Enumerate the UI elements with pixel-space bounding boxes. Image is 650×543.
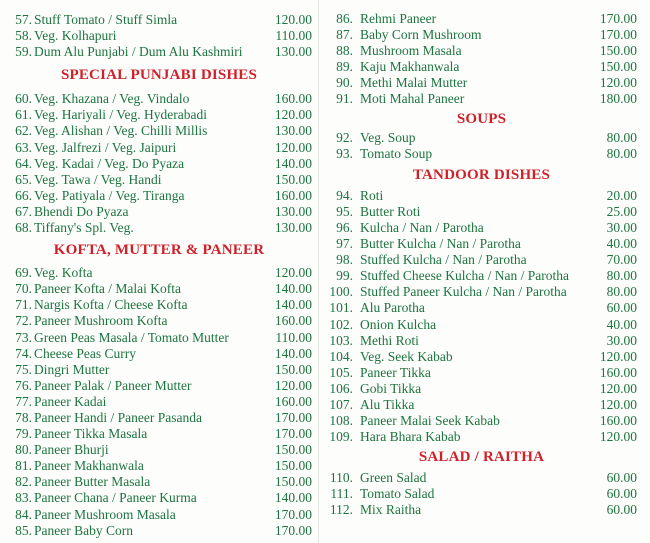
item-name: Stuffed Cheese Kulcha / Nan / Parotha [360,268,569,284]
item-price: 170.00 [274,522,312,538]
menu-item [6,378,312,394]
item-name: Tiffany's Spl. Veg. [34,220,134,236]
item-number: 94. [336,187,353,203]
item-name: Onion Kulcha [360,316,437,332]
item-price: 120.00 [599,380,637,396]
menu-item [326,413,637,429]
item-number: 102. [329,316,353,332]
menu-item [6,265,312,281]
item-price: 80.00 [606,268,637,284]
item-price: 70.00 [606,252,637,268]
item-name: Stuffed Kulcha / Nan / Parotha [360,252,527,268]
item-number: 93. [336,145,353,161]
menu-item [326,75,637,91]
item-number: 89. [336,59,353,75]
item-name: Paneer Baby Corn [34,522,133,538]
menu-item [326,486,637,502]
item-number: 81. [15,458,32,474]
menu-item [326,27,637,43]
item-number: 63. [15,139,32,155]
item-number: 97. [336,236,353,252]
item-price: 160.00 [274,313,312,329]
menu-item [6,156,312,172]
menu-item [326,429,637,445]
item-name: Dum Alu Punjabi / Dum Alu Kashmiri [34,44,243,60]
item-name: Tomato Soup [360,145,433,161]
item-number: 103. [329,332,353,348]
item-name: Mix Raitha [360,502,422,518]
item-price: 160.00 [599,413,637,429]
item-price: 120.00 [274,139,312,155]
menu-item [6,410,312,426]
item-price: 60.00 [606,502,637,518]
item-price: 20.00 [606,187,637,203]
item-number: 90. [336,75,353,91]
item-name: Alu Tikka [360,396,415,412]
item-number: 82. [15,474,32,490]
item-number: 62. [15,123,32,139]
item-number: 110. [329,470,353,486]
menu-item [326,188,637,204]
item-number: 85. [15,522,32,538]
item-number: 66. [15,187,32,203]
menu-item [326,317,637,333]
menu-item [326,349,637,365]
item-name: Veg. Kofta [34,265,93,281]
item-name: Paneer Handi / Paneer Pasanda [34,409,202,425]
item-name: Paneer Chana / Paneer Kurma [34,490,197,506]
section-heading: SALAD / RAITHA [418,449,545,466]
item-name: Hara Bhara Kabab [360,429,461,445]
item-number: 96. [336,219,353,235]
item-price: 170.00 [274,426,312,442]
item-number: 67. [15,203,32,219]
item-number: 87. [336,27,353,43]
item-number: 61. [15,107,32,123]
item-number: 79. [15,426,32,442]
item-number: 77. [15,393,32,409]
menu-item [326,130,637,146]
item-number: 71. [15,297,32,313]
item-name: Kaju Makhanwala [360,59,460,75]
item-name: Paneer Palak / Paneer Mutter [34,377,192,393]
item-price: 30.00 [606,332,637,348]
menu-item [6,28,312,44]
item-price: 150.00 [599,59,637,75]
item-price: 40.00 [606,316,637,332]
item-number: 76. [15,377,32,393]
item-name: Green Salad [360,470,427,486]
menu-item [326,252,637,268]
item-price: 140.00 [274,345,312,361]
item-price: 120.00 [274,12,312,27]
item-name: Veg. Seek Kabab [360,348,453,364]
menu-item [326,236,637,252]
item-name: Paneer Mushroom Masala [34,506,176,522]
item-price: 130.00 [274,220,312,236]
item-name: Cheese Peas Curry [34,345,136,361]
item-name: Stuffed Paneer Kulcha / Nan / Parotha [360,284,567,300]
item-price: 120.00 [274,265,312,281]
menu-item [6,140,312,156]
item-number: 101. [329,300,353,316]
item-name: Paneer Tikka Masala [34,426,148,442]
item-name: Butter Roti [360,203,421,219]
item-name: Paneer Makhanwala [34,458,144,474]
item-name: Green Peas Masala / Tomato Mutter [34,329,229,345]
item-price: 30.00 [606,219,637,235]
item-price: 120.00 [274,377,312,393]
item-name: Veg. Kadai / Veg. Do Pyaza [34,155,185,171]
item-price: 140.00 [274,281,312,297]
item-price: 25.00 [606,203,637,219]
item-price: 140.00 [274,490,312,506]
menu-item [6,281,312,297]
item-price: 150.00 [274,171,312,187]
menu-item [6,362,312,378]
menu-item [6,204,312,220]
column-divider [318,0,319,543]
item-price: 120.00 [599,429,637,445]
menu-item [6,523,312,539]
menu-item [326,365,637,381]
item-name: Rehmi Paneer [360,11,437,26]
item-name: Methi Malai Mutter [360,75,468,91]
item-name: Veg. Kolhapuri [34,28,117,44]
item-number: 80. [15,442,32,458]
item-number: 108. [329,413,353,429]
item-price: 160.00 [274,91,312,107]
menu-item [326,91,637,107]
item-price: 170.00 [599,11,637,26]
item-name: Paneer Kadai [34,393,107,409]
menu-column-right [326,0,637,519]
item-number: 95. [336,203,353,219]
item-price: 120.00 [274,107,312,123]
item-number: 91. [336,91,353,107]
menu-item [6,220,312,236]
item-price: 140.00 [274,297,312,313]
item-price: 120.00 [599,348,637,364]
menu-item [326,333,637,349]
item-price: 80.00 [606,145,637,161]
menu-item [326,502,637,518]
item-price: 80.00 [606,129,637,145]
item-price: 180.00 [599,91,637,107]
item-name: Paneer Bhurji [34,442,109,458]
item-name: Veg. Tawa / Veg. Handi [34,171,162,187]
item-name: Paneer Mushroom Kofta [34,313,168,329]
item-number: 60. [15,91,32,107]
menu-item [6,91,312,107]
item-name: Kulcha / Nan / Parotha [360,219,484,235]
item-name: Paneer Kofta / Malai Kofta [34,281,181,297]
item-price: 170.00 [274,409,312,425]
section-heading: SOUPS [456,110,507,127]
menu-item [6,172,312,188]
item-price: 160.00 [274,393,312,409]
item-number: 69. [15,265,32,281]
item-number: 99. [336,268,353,284]
menu-item [6,426,312,442]
item-number: 112. [329,502,353,518]
menu-item [326,11,637,27]
menu-item [6,313,312,329]
item-name: Mushroom Masala [360,43,462,59]
item-price: 110.00 [275,28,312,44]
item-price: 40.00 [606,236,637,252]
item-name: Methi Roti [360,332,419,348]
item-name: Veg. Jalfrezi / Veg. Jaipuri [34,139,177,155]
item-price: 170.00 [599,27,637,43]
item-number: 78. [15,409,32,425]
item-price: 80.00 [606,284,637,300]
menu-item [6,107,312,123]
item-number: 72. [15,313,32,329]
item-number: 73. [15,329,32,345]
item-price: 160.00 [274,187,312,203]
item-price: 120.00 [599,75,637,91]
item-name: Alu Parotha [360,300,425,316]
item-number: 92. [336,129,353,145]
menu-item [6,474,312,490]
item-price: 120.00 [599,396,637,412]
menu-item [6,346,312,362]
item-number: 70. [15,281,32,297]
menu-item [6,188,312,204]
item-price: 170.00 [274,506,312,522]
item-number: 86. [336,11,353,26]
item-price: 150.00 [274,458,312,474]
menu-item [326,381,637,397]
menu-item [326,284,637,300]
item-number: 59. [15,44,32,60]
menu-item [6,507,312,523]
item-number: 84. [15,506,32,522]
item-number: 65. [15,171,32,187]
item-name: Veg. Hariyali / Veg. Hyderabadi [34,107,207,123]
menu-item [6,458,312,474]
menu-item [326,146,637,162]
item-price: 60.00 [606,470,637,486]
menu-item [6,297,312,313]
item-name: Paneer Butter Masala [34,474,151,490]
section-heading: SPECIAL PUNJABI DISHES [60,67,258,84]
section-heading: KOFTA, MUTTER & PANEER [53,242,265,259]
item-price: 60.00 [606,300,637,316]
menu-item [326,397,637,413]
item-number: 83. [15,490,32,506]
item-price: 140.00 [274,155,312,171]
menu-item [6,490,312,506]
menu-item [326,43,637,59]
item-price: 60.00 [606,486,637,502]
item-name: Gobi Tikka [360,380,422,396]
item-number: 106. [329,380,353,396]
item-number: 109. [329,429,353,445]
item-number: 111. [330,486,353,502]
menu-item [6,394,312,410]
item-number: 104. [329,348,353,364]
item-name: Paneer Malai Seek Kabab [360,413,500,429]
item-price: 150.00 [599,43,637,59]
item-name: Butter Kulcha / Nan / Parotha [360,236,521,252]
menu-item [6,123,312,139]
item-name: Veg. Soup [360,129,416,145]
menu-item [6,442,312,458]
item-name: Veg. Khazana / Veg. Vindalo [34,91,190,107]
item-price: 130.00 [274,203,312,219]
menu-item [326,268,637,284]
item-name: Stuff Tomato / Stuff Simla [34,12,178,27]
item-price: 160.00 [599,364,637,380]
item-number: 75. [15,361,32,377]
item-price: 110.00 [275,329,312,345]
item-name: Veg. Alishan / Veg. Chilli Millis [34,123,208,139]
menu-item [326,204,637,220]
item-number: 74. [15,345,32,361]
menu-column-left [6,0,312,539]
item-name: Tomato Salad [360,486,435,502]
menu-item [6,44,312,60]
item-number: 58. [15,28,32,44]
item-price: 150.00 [274,474,312,490]
item-name: Dingri Mutter [34,361,110,377]
item-number: 105. [329,364,353,380]
item-name: Baby Corn Mushroom [360,27,482,43]
item-price: 150.00 [274,442,312,458]
item-name: Nargis Kofta / Cheese Kofta [34,297,188,313]
item-price: 130.00 [274,44,312,60]
item-name: Moti Mahal Paneer [360,91,465,107]
menu-item [326,300,637,316]
item-number: 100. [329,284,353,300]
menu-item [326,470,637,486]
item-number: 57. [15,12,32,27]
item-name: Bhendi Do Pyaza [34,203,129,219]
item-number: 107. [329,396,353,412]
item-number: 68. [15,220,32,236]
item-name: Veg. Patiyala / Veg. Tiranga [34,187,185,203]
menu-item [326,59,637,75]
item-price: 150.00 [274,361,312,377]
menu-item [6,12,312,28]
menu-item [326,220,637,236]
item-number: 98. [336,252,353,268]
section-heading: TANDOOR DISHES [412,166,551,183]
menu-item [6,330,312,346]
item-number: 64. [15,155,32,171]
item-name: Paneer Tikka [360,364,431,380]
item-price: 130.00 [274,123,312,139]
item-number: 88. [336,43,353,59]
item-name: Roti [360,187,384,203]
